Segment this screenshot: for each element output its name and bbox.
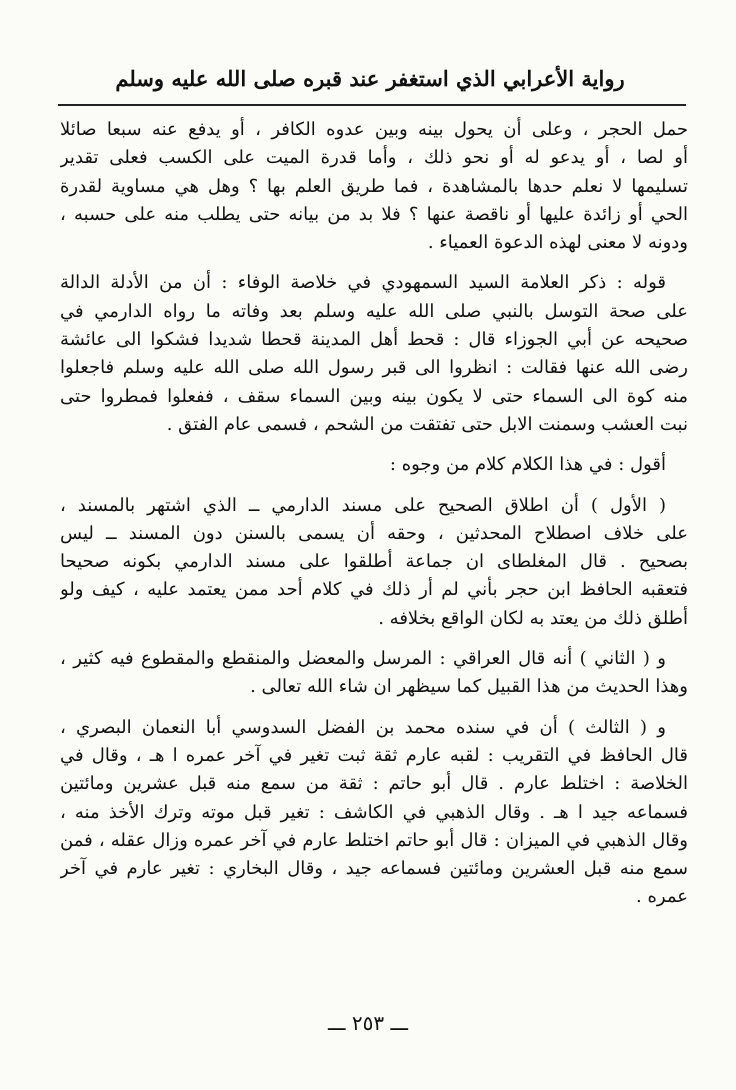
paragraph-3 — [60, 451, 688, 479]
text-line: عمره . — [636, 886, 688, 908]
text-line: تسليمها لا نعلم حدها بالمشاهدة ، فما طريق العلم بها ؟ وهل هي مساوية لقدرة — [60, 175, 688, 197]
text-line: على صحة التوسل بالنبي صلى الله عليه وسلم بعد وفاته ما رواه الدارمي في — [60, 300, 688, 322]
paragraph-6 — [60, 714, 688, 912]
text-line: الخلاصة : اختلط عارم . قال أبو حاتم : ثقة من سمع منه قبل عشرين ومائتين — [60, 773, 688, 795]
paragraph-5 — [60, 645, 688, 702]
text-line: وهذا الحديث من هذا القبيل كما سيظهر ان شاء الله تعالى . — [250, 676, 688, 698]
paragraph-4 — [60, 492, 688, 633]
text-line: ( الأول ) أن اطلاق الصحيح على مسند الدارمي ــ الذي اشتهر بالمسند ، — [60, 494, 666, 516]
text-line: حمل الحجر ، وعلى أن يحول بينه وبين عدوه الكافر ، أو يدفع عنه سبعا صائلا — [60, 119, 688, 140]
text-line: و ( الثالث ) أن في سنده محمد بن الفضل السدوسي أبا النعمان البصري ، — [60, 716, 666, 738]
text-line: رضى الله عنها فقالت : انظروا الى قبر رسول الله صلى الله عليه وسلم فاجعلوا — [60, 357, 688, 379]
text-line: فسماعه جيد ا هـ . وقال الذهبي في الكاشف : تغير قبل موته وترك الأخذ منه ، — [60, 801, 688, 823]
text-line: صحيحه عن أبي الجوزاء قال : قحط أهل المدينة قحطا شديدا فشكوا الى عائشة — [60, 329, 688, 351]
running-header: رواية الأعرابي الذي استغفر عند قبره صلى الله عليه وسلم — [115, 66, 625, 91]
text-line: أقول : في هذا الكلام كلام من وجوه : — [389, 454, 666, 476]
text-line: قال الحافظ في التقريب : لقبه عارم ثقة ثبت تغير في آخر عمره ا هـ ، وقال في — [60, 744, 688, 766]
text-line: أو لصا ، أو يدعو له أو نحو ذلك ، وأما قدرة الميت على الكسب فعلى تقدير — [60, 147, 688, 169]
paragraph-1 — [60, 116, 688, 257]
text-line: قوله : ذكر العلامة السيد السمهودي في خلاصة الوفاء : أن من الأدلة الدالة — [60, 272, 666, 294]
text-line: بصحيح . قال المغلطاى ان جماعة أطلقوا على مسند الدارمي بكونه صحيحا — [60, 551, 688, 573]
text-line: الحي أو زائدة عليها أو ناقصة عنها ؟ فلا بد من بيانه حتى يطلب منه على حسبه ، — [60, 203, 688, 225]
text-line: فتعقبه الحافظ ابن حجر بأني لم أر ذلك في كلام أحد ممن يعتمد عليه ، كيف ولو — [60, 579, 688, 601]
text-line: نبت العشب وسمنت الابل حتى تفتقت من الشحم ، فسمى عام الفتق . — [166, 413, 688, 435]
text-line: أطلق ذلك من يعتد به لكان الواقع بخلافه . — [378, 607, 688, 629]
paragraph-2 — [60, 269, 688, 439]
page-body — [60, 116, 688, 912]
page-number: ـــ ٢٥٣ ـــ — [327, 1011, 409, 1035]
text-line: ودونه لا معنى لهذه الدعوة العمياء . — [427, 232, 688, 254]
text-line: على خلاف اصطلاح المحدثين ، وحقه أن يسمى بالسنن دون المسند ــ ليس — [60, 522, 688, 544]
header-rule — [58, 104, 686, 106]
text-line: و ( الثاني ) أنه قال العراقي : المرسل والمعضل والمنقطع والمقطوع فيه كثير ، — [60, 648, 666, 670]
text-line: سمع منه قبل العشرين ومائتين فسماعه جيد ، وقال البخاري : تغير عارم في آخر — [60, 858, 688, 880]
text-line: منه كوة الى السماء حتى لا يكون بينه وبين السماء سقف ، ففعلوا فمطروا حتى — [60, 385, 688, 407]
text-line: وقال الذهبي في الميزان : قال أبو حاتم اختلط عارم في آخر عمره وزال عقله ، فمن — [60, 829, 688, 851]
